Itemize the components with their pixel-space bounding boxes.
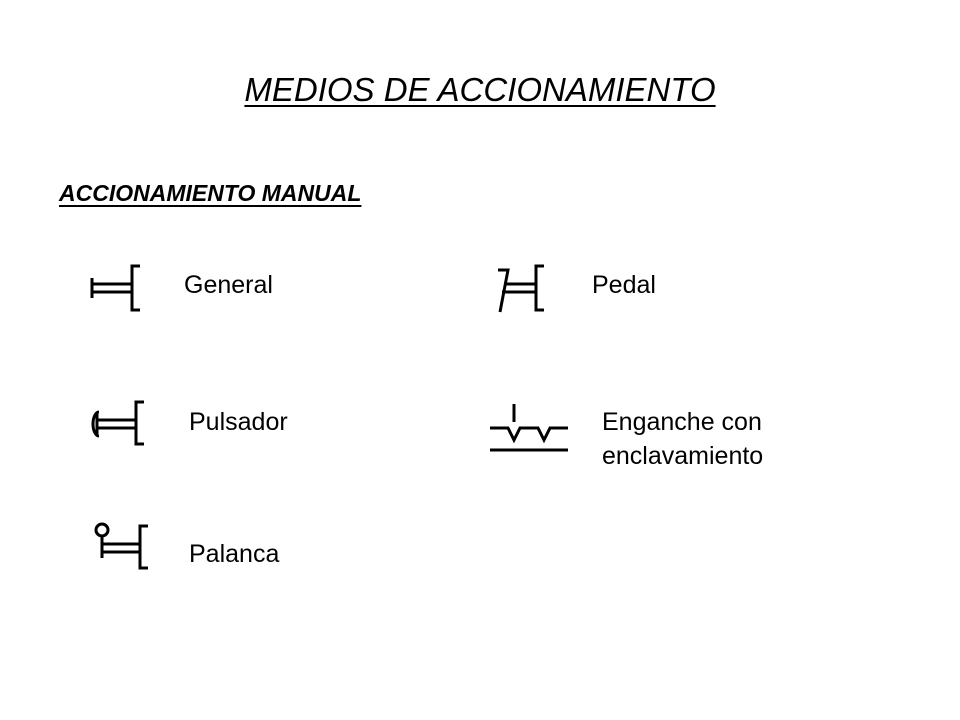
item-label-palanca: Palanca: [189, 540, 280, 568]
item-label-pulsador: Pulsador: [189, 408, 288, 436]
item-label-enganche: Enganche con enclavamiento: [602, 408, 764, 470]
pushbutton-actuation-icon: [88, 398, 148, 450]
item-label-pedal: Pedal: [592, 271, 656, 299]
lever-actuation-icon: [90, 520, 154, 572]
section-title: ACCIONAMIENTO MANUAL: [59, 180, 362, 206]
general-actuation-icon: [86, 262, 146, 314]
page-title: MEDIOS DE ACCIONAMIENTO: [244, 71, 716, 108]
item-label-general: General: [184, 271, 273, 299]
latching-detent-icon: [488, 400, 572, 456]
pedal-actuation-icon: [494, 262, 554, 314]
